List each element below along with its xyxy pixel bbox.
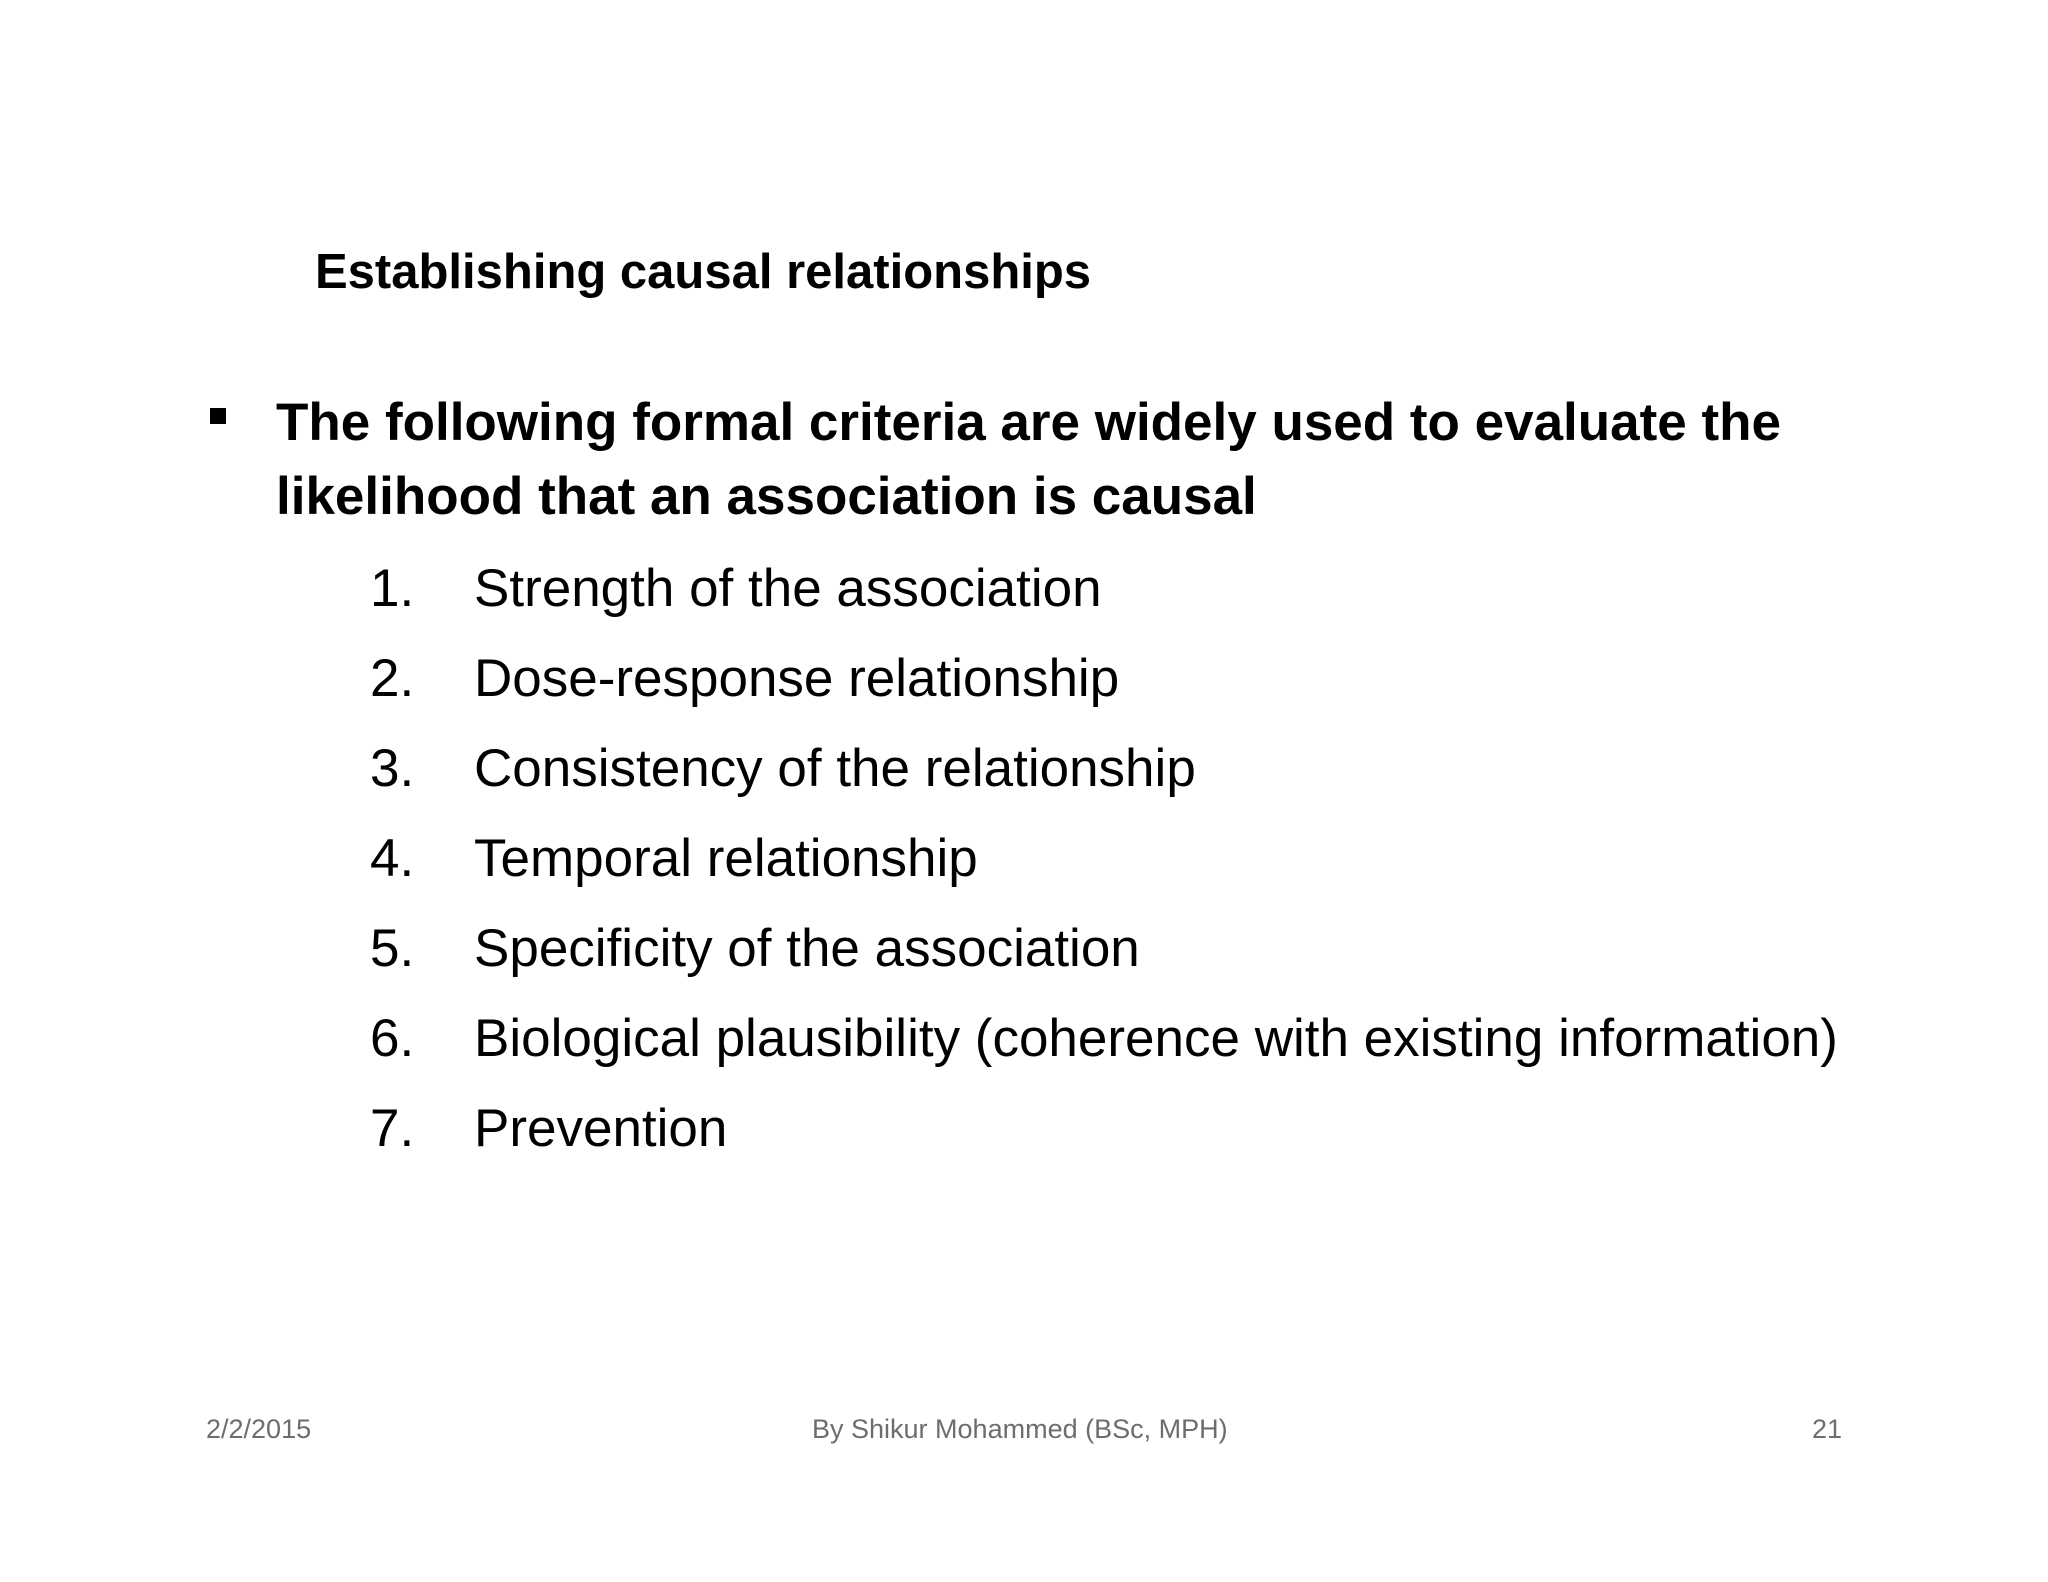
criteria-item [370,912,1848,986]
criteria-number: 5. [370,919,415,978]
criteria-item [370,732,1848,806]
criteria-text: Temporal relationship [474,829,978,888]
criteria-item [370,1002,1848,1076]
criteria-text: Dose-response relationship [474,649,1120,708]
footer-author: By Shikur Mohammed (BSc, MPH) [812,1414,1228,1444]
bullet-text: The following formal criteria are widely used to evaluate the likelihood that an association is causal [276,393,1781,526]
criteria-item [370,822,1848,896]
square-bullet-icon [210,408,226,424]
footer-date: 2/2/2015 [206,1414,312,1444]
slide-title: Establishing causal relationships [315,245,1092,299]
criteria-number: 2. [370,649,415,708]
criteria-text: Prevention [474,1099,728,1158]
criteria-number: 1. [370,559,415,618]
criteria-number: 3. [370,739,415,798]
criteria-text: Biological plausibility (coherence with existing information) [474,1009,1838,1068]
criteria-text: Specificity of the association [474,919,1140,978]
criteria-item [370,552,1848,626]
criteria-text: Consistency of the relationship [474,739,1196,798]
footer-page-number: 21 [1812,1414,1843,1444]
criteria-list [370,552,1848,1182]
bullet-point [210,386,1848,534]
criteria-number: 7. [370,1099,415,1158]
criteria-item [370,1092,1848,1166]
criteria-number: 4. [370,829,415,888]
criteria-text: Strength of the association [474,559,1102,618]
criteria-number: 6. [370,1009,415,1068]
criteria-item [370,642,1848,716]
